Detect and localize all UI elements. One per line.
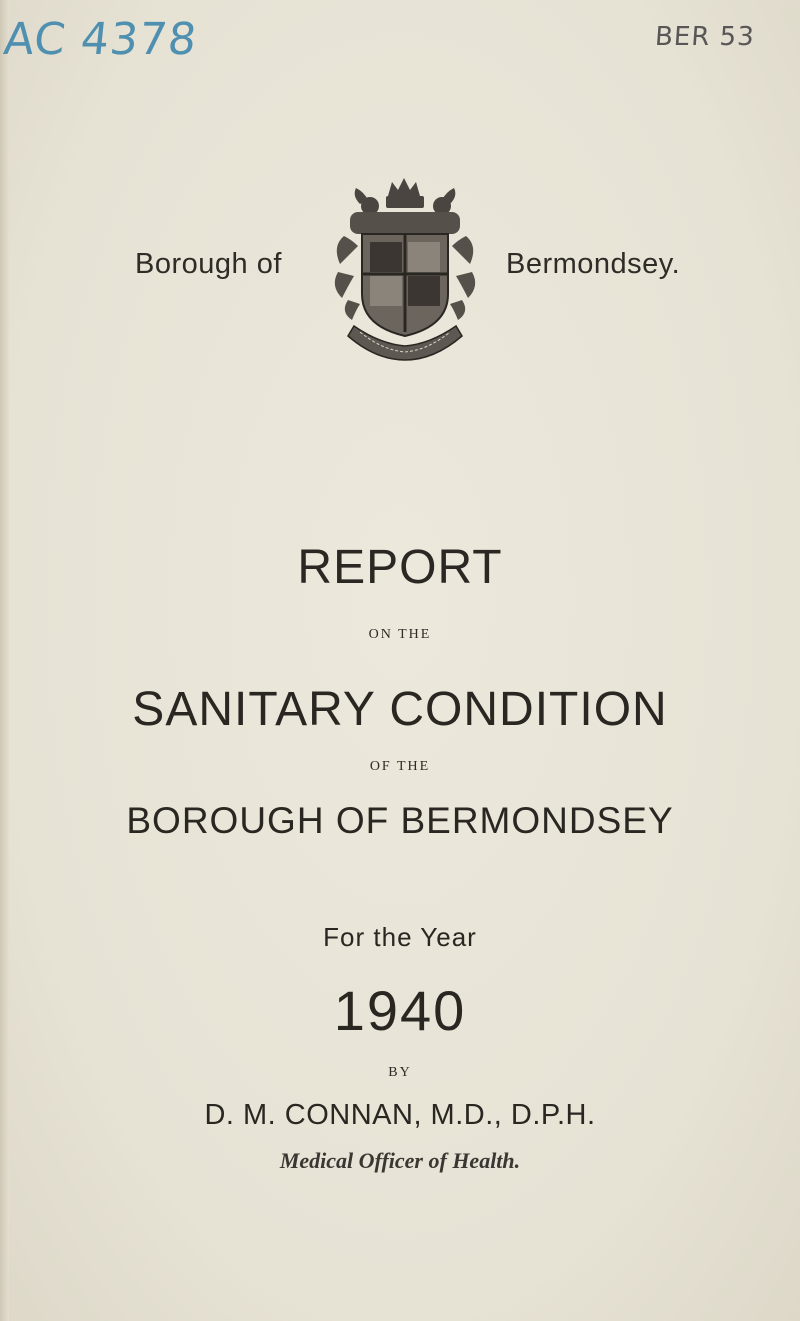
author-role: Medical Officer of Health. <box>279 1148 521 1173</box>
borough-name: BOROUGH OF BERMONDSEY <box>126 800 674 841</box>
coat-of-arms-icon <box>330 176 480 362</box>
author-name: D. M. CONNAN, M.D., D.P.H. <box>204 1099 596 1131</box>
shelf-mark: BER 53 <box>653 22 756 52</box>
report-subject: SANITARY CONDITION <box>132 683 668 736</box>
accession-number: AC 4378 <box>1 14 200 65</box>
year-label: For the Year <box>323 922 477 952</box>
header-borough-of: Borough of <box>135 248 282 280</box>
report-year: 1940 <box>333 979 467 1042</box>
on-the-text: ON THE <box>368 627 432 642</box>
of-the-text: OF THE <box>369 759 431 774</box>
header-bermondsey: Bermondsey. <box>506 248 681 280</box>
by-text: BY <box>388 1065 412 1080</box>
report-heading: REPORT <box>297 541 503 594</box>
